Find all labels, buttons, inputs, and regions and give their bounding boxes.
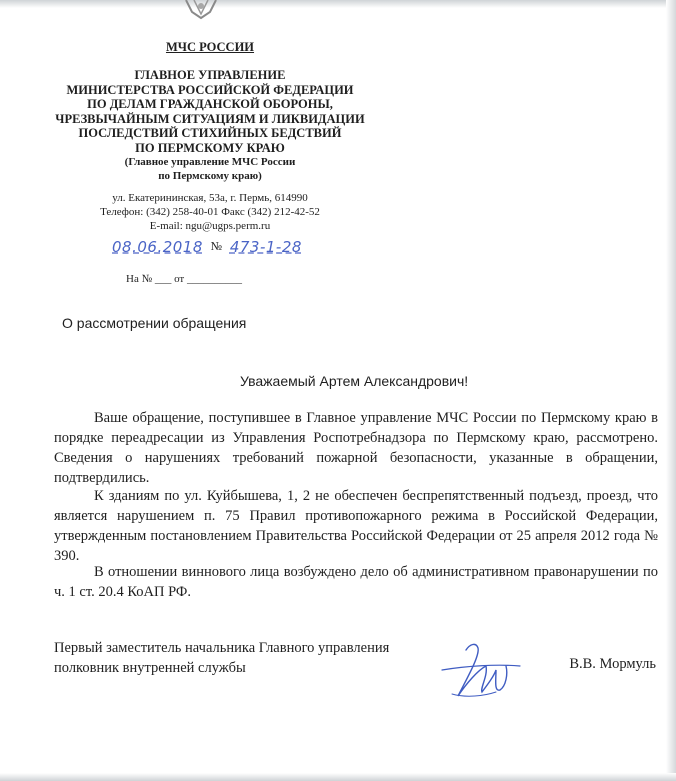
body-paragraph-1 xyxy=(54,408,658,488)
admin-line: ПО ДЕЛАМ ГРАЖДАНСКОЙ ОБОРОНЫ, xyxy=(87,97,333,111)
position-line: Первый заместитель начальника Главного управления xyxy=(54,640,390,656)
body-paragraph-3 xyxy=(54,562,658,602)
registration-number: 473-1-28 xyxy=(229,238,302,256)
admin-line: МИНИСТЕРСТВА РОССИЙСКОЙ ФЕДЕРАЦИИ xyxy=(66,82,354,97)
email: E-mail: ngu@ugps.perm.ru xyxy=(149,220,271,232)
short-name-line: по Пермскому краю) xyxy=(158,170,262,182)
position-line: полковник внутренней службы xyxy=(54,660,246,676)
scan-top-edge xyxy=(0,0,676,8)
emblem-icon xyxy=(184,0,218,20)
phones: Телефон: (342) 258-40-01 Факс (342) 212-42-52 xyxy=(100,206,320,218)
administration-name xyxy=(40,68,380,183)
number-sign: № xyxy=(210,239,223,253)
reply-reference: На № ___ от __________ xyxy=(126,273,242,285)
admin-line: ГЛАВНОЕ УПРАВЛЕНИЕ xyxy=(134,68,286,82)
scan-bottom-edge xyxy=(0,773,676,781)
scan-right-edge xyxy=(666,0,676,781)
paragraph-text: В отношении виннового лица возбуждено дело об административном правонарушении по ч. 1 ст. 20.4 КоАП РФ. xyxy=(54,564,658,600)
body-paragraph-2 xyxy=(54,486,658,566)
admin-line: ПО ПЕРМСКОМУ КРАЮ xyxy=(135,140,285,155)
contact-info xyxy=(40,191,380,233)
signatory-name: В.В. Мормуль xyxy=(569,656,656,672)
admin-line: ЧРЕЗВЫЧАЙНЫМ СИТУАЦИЯМ И ЛИКВИДАЦИИ xyxy=(55,111,365,126)
org-title: МЧС РОССИИ xyxy=(165,40,255,54)
admin-line: ПОСЛЕДСТВИЙ СТИХИЙНЫХ БЕДСТВИЙ xyxy=(78,126,342,140)
greeting: Уважаемый Артем Александрович! xyxy=(240,373,469,389)
address: ул. Екатерининская, 53а, г. Пермь, 614990 xyxy=(112,192,308,204)
paragraph-text: Ваше обращение, поступившее в Главное управление МЧС России по Пермскому краю в порядке переадресации из Управления Роспотребнадзора по Пермскому краю, рассмотрено. Сведения о нарушениях требований пожарной безопасности, указанные в обращении, подтвердились. xyxy=(54,410,658,486)
registration-line xyxy=(112,238,302,257)
paragraph-text: К зданиям по ул. Куйбышева, 1, 2 не обеспечен беспрепятственный подъезд, проезд, что является нарушением п. 75 Правил противопожарного режима в Российской Федерации, утвержденным постановлением Правительства Российской Федерации от 25 апреля 2012 года № 390. xyxy=(54,488,658,564)
short-name-line: (Главное управление МЧС России xyxy=(124,156,296,168)
subject-line: О рассмотрении обращения xyxy=(62,315,247,331)
signatory-position xyxy=(54,638,389,678)
registration-date: 08.06.2018 xyxy=(112,238,203,256)
handwritten-signature xyxy=(436,636,524,702)
